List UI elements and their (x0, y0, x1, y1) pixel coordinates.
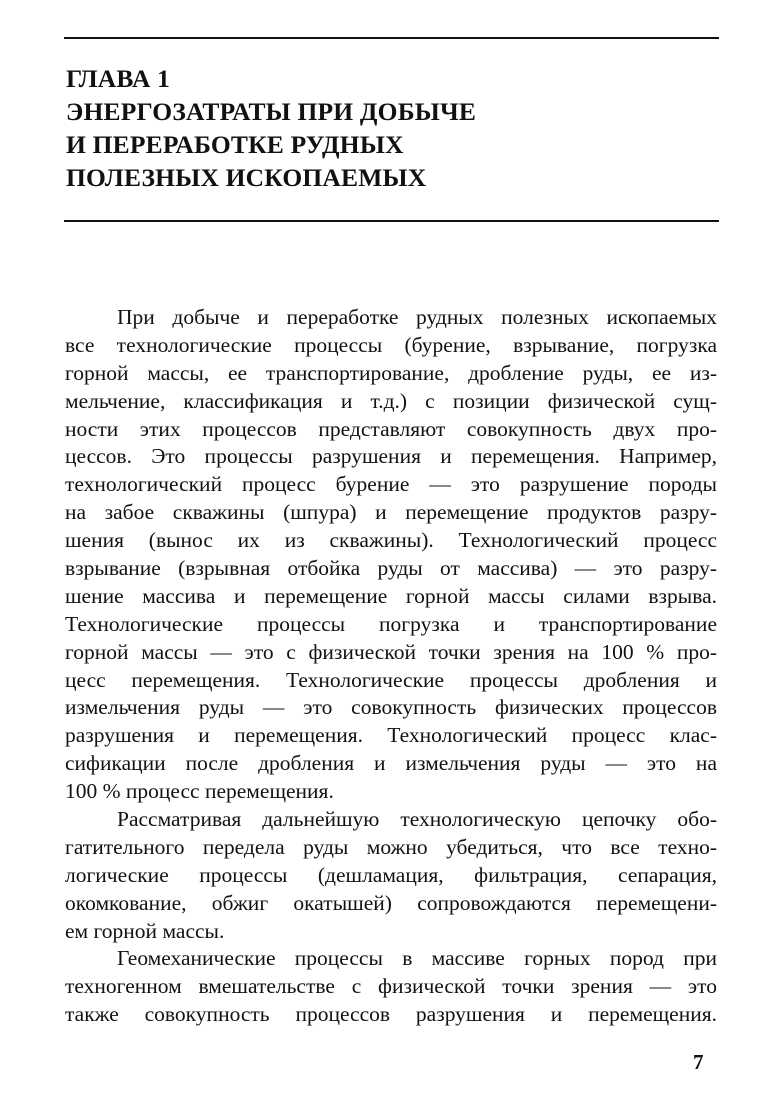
text-line: шение массива и перемещение горной массы силами взрыва. (65, 583, 717, 608)
text-line: цессов. Это процессы разрушения и перемещения. Например, (65, 444, 717, 469)
body-text (65, 304, 717, 1029)
text-line: 100 % процесс перемещения. (65, 779, 334, 804)
text-line: технологический процесс бурение — это разрушение породы (65, 472, 717, 497)
text-line: измельчения руды — это совокупность физических процессов (65, 695, 717, 720)
text-line: все технологические процессы (бурение, взрывание, погрузка (65, 332, 717, 357)
text-line: взрывание (взрывная отбойка руды от массива) — это разру- (65, 556, 717, 581)
chapter-number: ГЛАВА 1 (66, 64, 171, 93)
page-number: 7 (693, 1050, 704, 1074)
text-line: горной массы — это с физической точки зрения на 100 % про- (65, 639, 717, 664)
top-rule (64, 37, 719, 39)
text-line: логические процессы (дешламация, фильтрация, сепарация, (65, 862, 717, 887)
text-line: гатительного передела руды можно убедиться, что все техно- (65, 834, 717, 859)
text-line: Технологические процессы погрузка и транспортирование (65, 611, 717, 636)
chapter-title-line: ПОЛЕЗНЫХ ИСКОПАЕМЫХ (66, 163, 427, 192)
text-line: цесс перемещения. Технологические процессы дробления и (65, 667, 717, 692)
text-line: шения (вынос их из скважины). Технологический процесс (65, 528, 717, 553)
chapter-title-line: ЭНЕРГОЗАТРАТЫ ПРИ ДОБЫЧЕ (66, 97, 477, 126)
text-line: мельчение, классификация и т.д.) с позиции физической сущ- (65, 388, 717, 413)
text-line: сификации после дробления и измельчения руды — это на (65, 751, 717, 776)
text-line: ем горной массы. (65, 918, 225, 943)
chapter-heading (66, 62, 716, 194)
text-line: При добыче и переработке рудных полезных ископаемых (117, 305, 717, 329)
text-line: окомкование, обжиг окатышей) сопровождаются перемещени- (65, 890, 717, 915)
text-line: техногенном вмешательстве с физической точки зрения — это (65, 974, 717, 999)
chapter-title-line: И ПЕРЕРАБОТКЕ РУДНЫХ (66, 130, 404, 159)
bottom-rule (64, 220, 719, 222)
text-line: горной массы, ее транспортирование, дробление руды, ее из- (65, 360, 717, 385)
text-line: ности этих процессов представляют совокупность двух про- (65, 416, 717, 441)
text-line: Рассматривая дальнейшую технологическую цепочку обо- (117, 807, 717, 832)
text-line: также совокупность процессов разрушения и перемещения. (65, 1002, 717, 1027)
text-line: Геомеханические процессы в массиве горных пород при (117, 946, 717, 971)
text-line: на забое скважины (шпура) и перемещение продуктов разру- (65, 500, 717, 525)
text-line: разрушения и перемещения. Технологический процесс клас- (65, 723, 717, 748)
